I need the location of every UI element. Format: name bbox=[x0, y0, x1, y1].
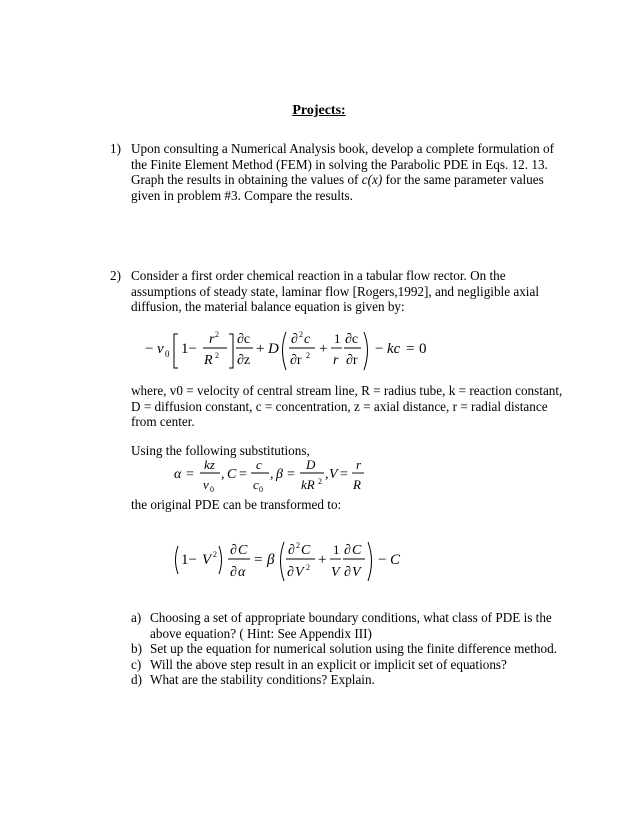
svg-text:2: 2 bbox=[213, 550, 217, 559]
svg-text:2: 2 bbox=[296, 541, 300, 550]
problem-1-line-3 bbox=[131, 172, 581, 188]
problem-1-line-3-post: for the same parameter values bbox=[382, 172, 544, 188]
problem-2-line-1: Consider a first order chemical reaction in a tabular flow rector. On the bbox=[131, 268, 506, 283]
svg-text:c: c bbox=[304, 332, 311, 347]
svg-text:r: r bbox=[333, 353, 339, 368]
svg-text:1−: 1− bbox=[181, 341, 197, 357]
svg-text:α: α bbox=[238, 565, 246, 580]
svg-text:∂: ∂ bbox=[291, 332, 298, 347]
svg-text:∂: ∂ bbox=[287, 565, 294, 580]
svg-text:,: , bbox=[325, 467, 329, 482]
svg-text:ν: ν bbox=[157, 341, 164, 357]
svg-text:=: = bbox=[254, 552, 263, 568]
substitutions-intro: Using the following substitutions, bbox=[131, 443, 310, 458]
svg-text:∂: ∂ bbox=[344, 543, 351, 558]
svg-text:2: 2 bbox=[299, 330, 303, 339]
svg-text:,: , bbox=[221, 467, 225, 482]
svg-text:D: D bbox=[306, 457, 316, 472]
question-c: Will the above step result in an explicit or implicit set of equations? bbox=[150, 657, 507, 672]
svg-text:=: = bbox=[340, 467, 348, 482]
svg-text:=: = bbox=[406, 341, 415, 357]
svg-text:+: + bbox=[256, 341, 265, 357]
problem-2-line-2: assumptions of steady state, laminar flow [Rogers,1992], and negligible axial bbox=[131, 283, 539, 299]
svg-text:1: 1 bbox=[333, 542, 340, 557]
definitions-line-3: from center. bbox=[131, 414, 195, 430]
svg-text:C: C bbox=[352, 543, 362, 558]
question-c-label: c) bbox=[131, 657, 142, 672]
svg-text:r: r bbox=[356, 457, 362, 472]
svg-text:c: c bbox=[256, 457, 262, 472]
transformed-equation bbox=[172, 536, 401, 586]
svg-text:V: V bbox=[295, 565, 304, 580]
svg-text:kR: kR bbox=[301, 477, 315, 492]
problem-1-line-3-pre: Graph the results in obtaining the values of bbox=[131, 172, 362, 188]
svg-text:=: = bbox=[287, 467, 295, 482]
svg-text:∂: ∂ bbox=[230, 543, 237, 558]
svg-text:=: = bbox=[239, 467, 247, 482]
svg-text:V: V bbox=[329, 467, 338, 482]
svg-text:∂: ∂ bbox=[288, 543, 295, 558]
svg-text:∂: ∂ bbox=[230, 565, 237, 580]
svg-text:2: 2 bbox=[306, 351, 310, 360]
variable-definitions bbox=[131, 383, 581, 430]
problem-1-var: c(x) bbox=[361, 172, 383, 188]
problem-1-number: 1) bbox=[110, 141, 121, 156]
problem-1-line-4: given in problem #3. Compare the results. bbox=[131, 187, 353, 203]
svg-text:−: − bbox=[145, 341, 154, 357]
svg-text:∂: ∂ bbox=[344, 565, 351, 580]
svg-text:−: − bbox=[375, 341, 384, 357]
svg-text:0: 0 bbox=[419, 341, 427, 357]
svg-text:∂r: ∂r bbox=[290, 353, 302, 368]
svg-text:2: 2 bbox=[215, 351, 219, 360]
svg-text:∂c: ∂c bbox=[345, 332, 359, 347]
question-b: Set up the equation for numerical solution using the finite difference method. bbox=[150, 641, 557, 656]
definitions-line-2: D = diffusion constant, c = concentration, z = axial distance, r = radial distance bbox=[131, 398, 548, 414]
svg-text:c: c bbox=[253, 477, 259, 492]
svg-text:β: β bbox=[267, 552, 275, 568]
svg-text:+: + bbox=[319, 341, 328, 357]
svg-text:+: + bbox=[318, 552, 327, 568]
problem-1-line-2: the Finite Element Method (FEM) in solving the Parabolic PDE in Eqs. 12. 13. bbox=[131, 156, 548, 172]
question-d-label: d) bbox=[131, 672, 142, 687]
svg-text:,: , bbox=[270, 467, 274, 482]
svg-text:2: 2 bbox=[306, 563, 310, 572]
svg-text:2: 2 bbox=[215, 330, 219, 339]
svg-text:C: C bbox=[301, 543, 311, 558]
page-title: Projects: bbox=[292, 103, 346, 118]
problem-2-intro bbox=[131, 268, 581, 315]
svg-text:∂r: ∂r bbox=[346, 353, 358, 368]
question-a bbox=[150, 610, 590, 641]
question-a-line-2: above equation? ( Hint: See Appendix III) bbox=[150, 625, 372, 641]
question-a-line-1: Choosing a set of appropriate boundary conditions, what class of PDE is the bbox=[150, 610, 552, 625]
svg-text:r: r bbox=[209, 332, 215, 347]
svg-text:β: β bbox=[276, 467, 283, 482]
svg-text:0: 0 bbox=[210, 485, 214, 494]
svg-text:V: V bbox=[352, 565, 361, 580]
svg-text:∂c: ∂c bbox=[237, 332, 251, 347]
svg-text:∂z: ∂z bbox=[237, 353, 251, 368]
svg-text:1−: 1− bbox=[181, 552, 197, 568]
svg-text:kc: kc bbox=[387, 341, 401, 357]
svg-text:−: − bbox=[378, 552, 387, 568]
svg-text:D: D bbox=[268, 341, 279, 357]
svg-text:C: C bbox=[227, 467, 237, 482]
question-a-label: a) bbox=[131, 610, 142, 625]
transform-text: the original PDE can be transformed to: bbox=[131, 497, 342, 512]
svg-text:=: = bbox=[186, 467, 194, 482]
svg-text:0: 0 bbox=[165, 349, 170, 359]
question-d: What are the stability conditions? Explain. bbox=[150, 672, 375, 687]
problem-2-number: 2) bbox=[110, 268, 121, 283]
svg-text:V: V bbox=[331, 565, 340, 580]
svg-text:2: 2 bbox=[318, 477, 322, 486]
substitution-equations bbox=[174, 456, 364, 496]
svg-text:kz: kz bbox=[204, 457, 215, 472]
problem-1-line-1: Upon consulting a Numerical Analysis book, develop a complete formulation of bbox=[131, 141, 555, 156]
svg-text:α: α bbox=[174, 467, 182, 482]
problem-2-line-3: diffusion, the material balance equation is given by: bbox=[131, 299, 405, 315]
material-balance-equation bbox=[145, 326, 435, 376]
svg-text:C: C bbox=[390, 552, 401, 568]
svg-text:ν: ν bbox=[203, 477, 209, 492]
svg-text:R: R bbox=[353, 477, 361, 492]
svg-text:V: V bbox=[202, 552, 212, 568]
question-b-label: b) bbox=[131, 641, 142, 656]
definitions-line-1: where, v0 = velocity of central stream line, R = radius tube, k = reaction constant, bbox=[131, 383, 563, 398]
svg-text:1: 1 bbox=[334, 331, 341, 346]
svg-text:R: R bbox=[204, 353, 213, 368]
svg-text:0: 0 bbox=[259, 485, 263, 494]
problem-1-text bbox=[131, 141, 581, 203]
svg-text:C: C bbox=[238, 543, 248, 558]
